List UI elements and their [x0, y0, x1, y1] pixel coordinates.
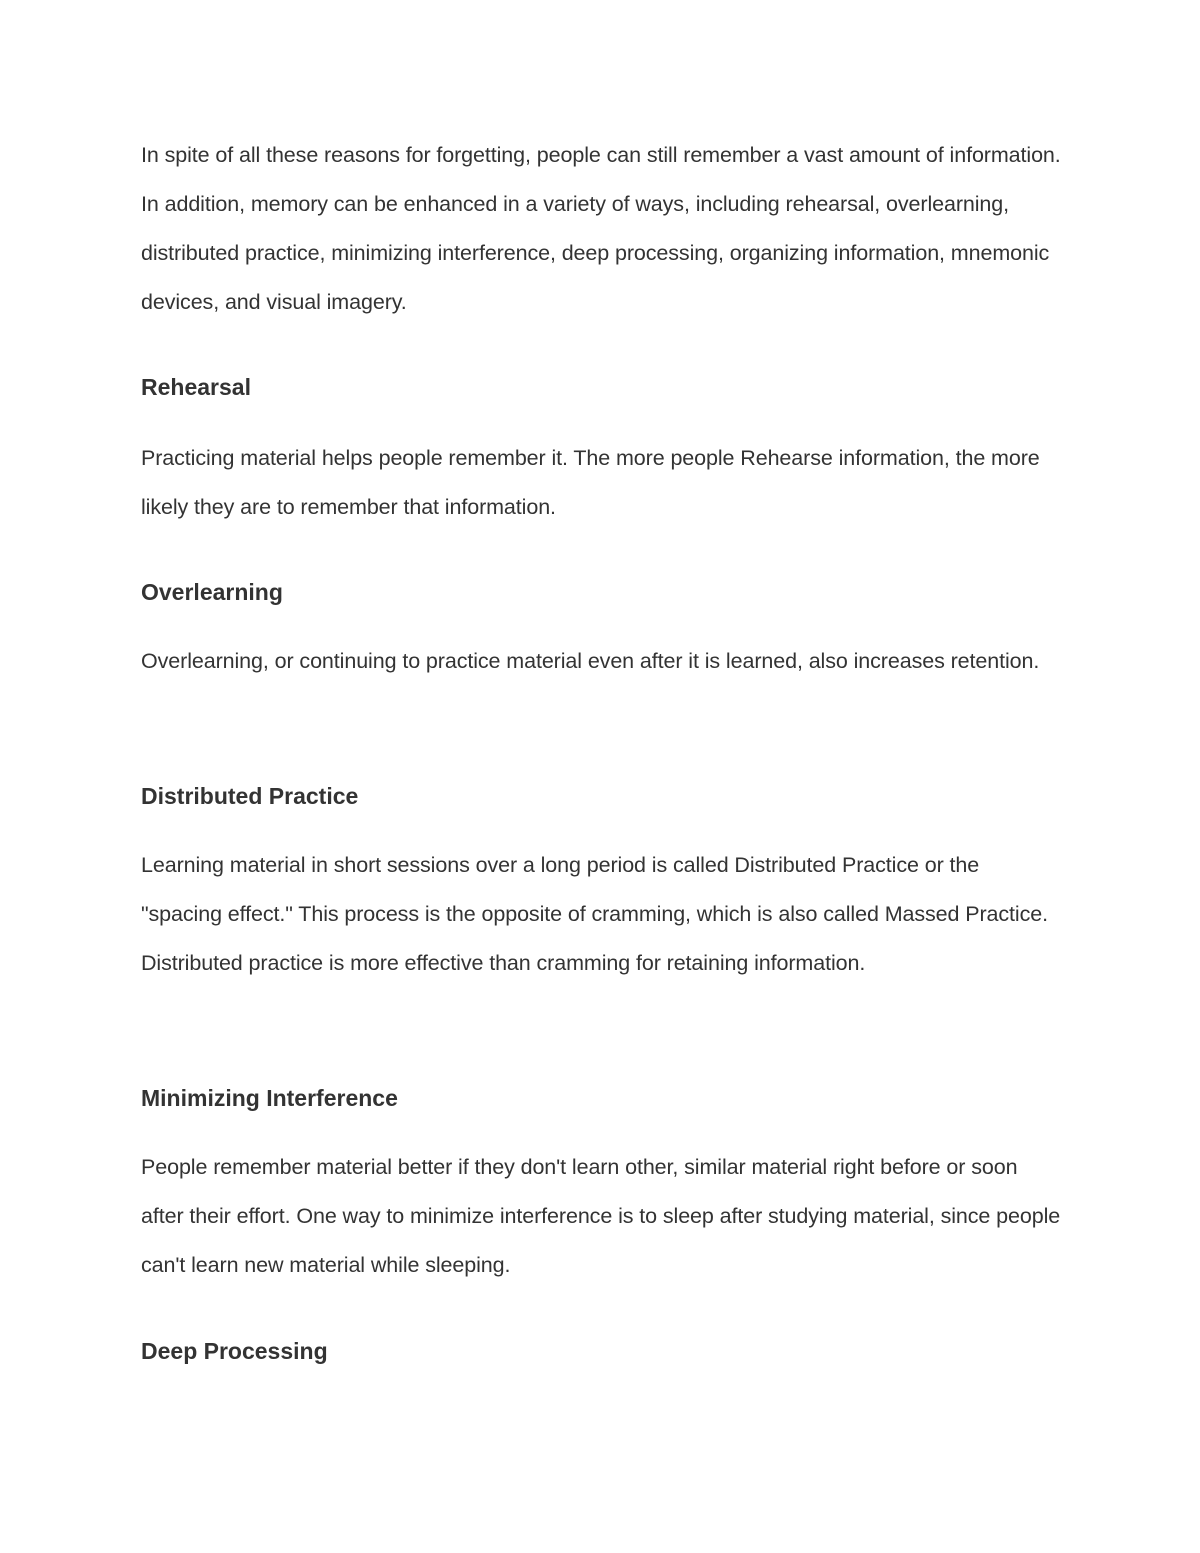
paragraph-rehearsal: Practicing material helps people remember it. The more people Rehearse information, the more likely they are to remember that information. — [141, 446, 1040, 519]
heading-minimizing-interference: Minimizing Interference — [141, 1085, 398, 1111]
paragraph-distributed-practice: Learning material in short sessions over a long period is called Distributed Practice or the "spacing effect." This process is the opposite of cramming, which is also called Massed Practice. Distributed practice is more effective than cramming for retaining information. — [141, 853, 1048, 975]
paragraph-overlearning: Overlearning, or continuing to practice material even after it is learned, also increases retention. — [141, 649, 1040, 673]
heading-distributed-practice: Distributed Practice — [141, 783, 359, 809]
intro-paragraph: In spite of all these reasons for forgetting, people can still remember a vast amount of information. In addition, memory can be enhanced in a variety of ways, including rehearsal, overlearning, distributed practice, minimizing interference, deep processing, organizing information, mnemonic devices, and visual imagery. — [141, 143, 1061, 314]
heading-overlearning: Overlearning — [141, 579, 283, 605]
heading-deep-processing: Deep Processing — [141, 1338, 328, 1364]
heading-rehearsal: Rehearsal — [141, 374, 251, 400]
paragraph-minimizing-interference: People remember material better if they don't learn other, similar material right before or soon after their effort. One way to minimize interference is to sleep after studying material, since people can't learn new material while sleeping. — [141, 1155, 1061, 1277]
